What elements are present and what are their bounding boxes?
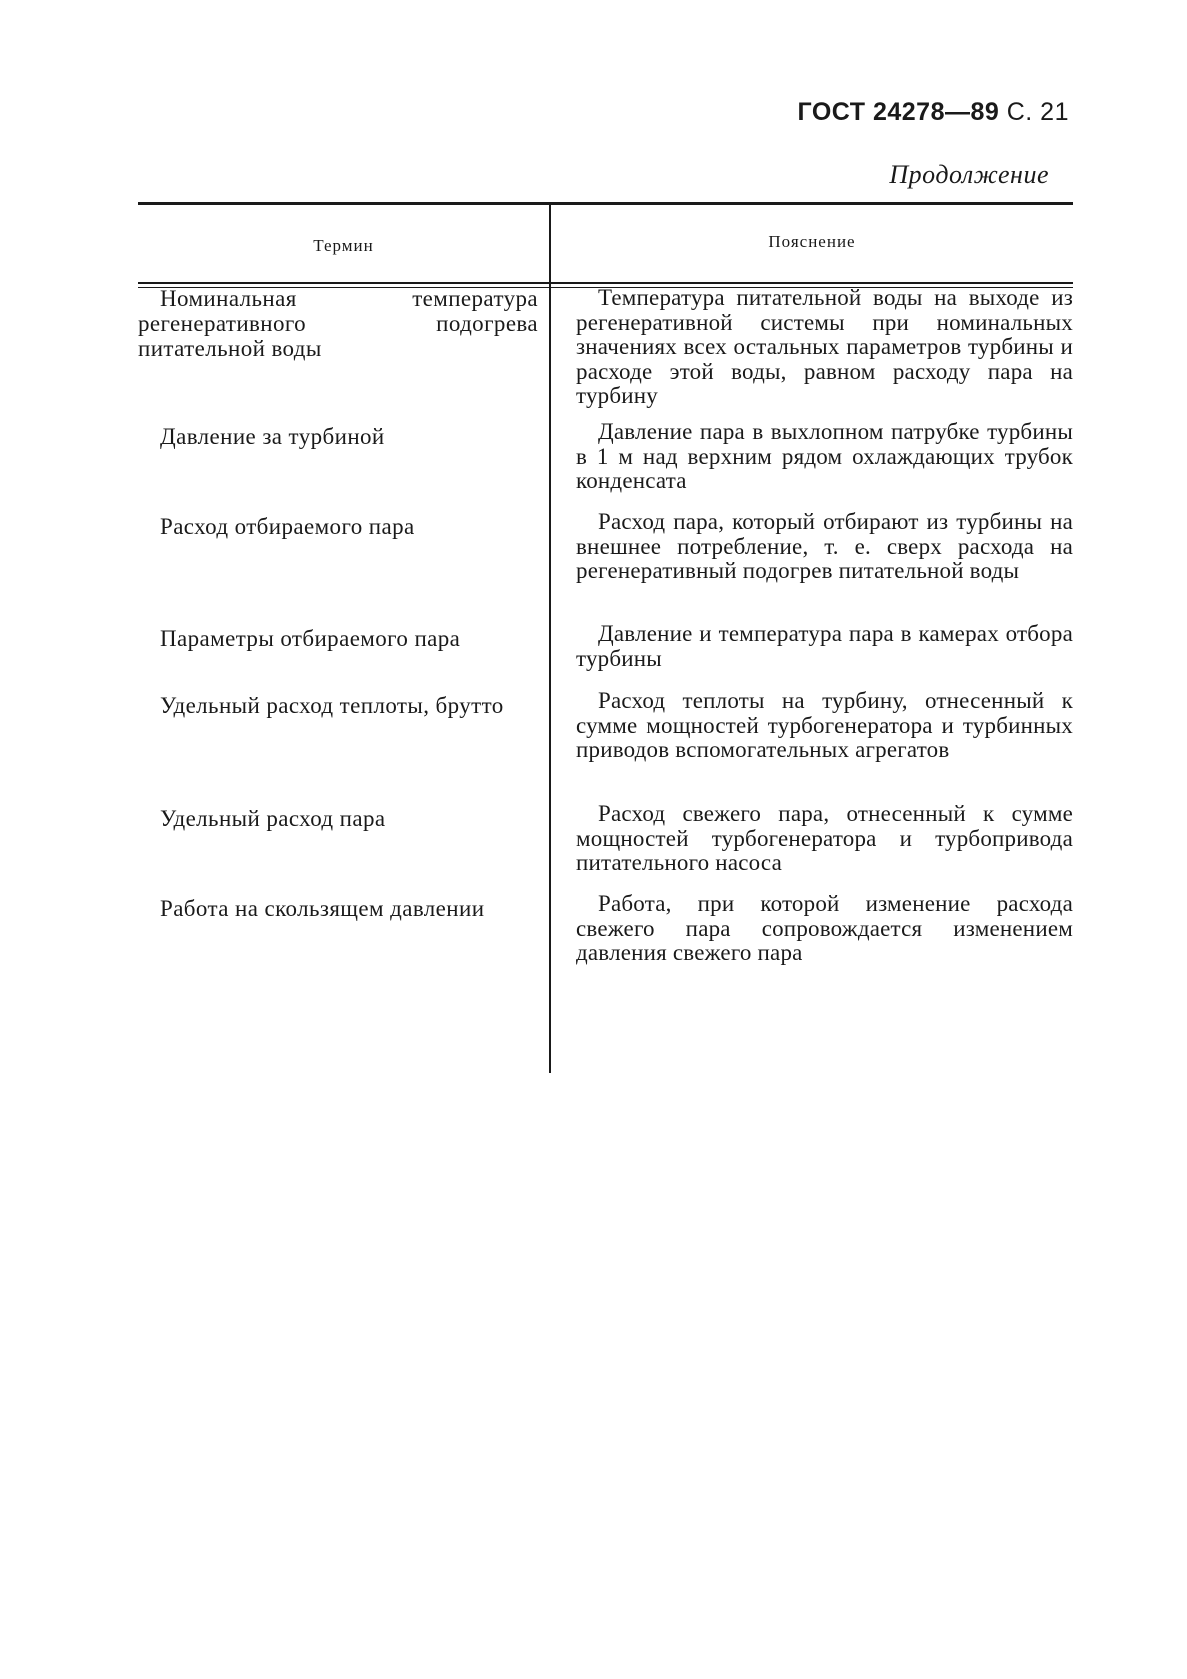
explanation-cell: Расход свежего пара, отнесенный к сумме мощностей турбогенератора и турбопривода питательного насоса <box>576 801 1073 875</box>
page-number: С. 21 <box>1006 98 1069 126</box>
explanation-cell: Работа, при которой изменение расхода свежего пара сопровождается изменением давления свежего пара <box>576 891 1073 965</box>
column-header-term: Термин <box>313 236 374 255</box>
terms-table <box>138 202 1073 1072</box>
term-cell: Расход отбираемого пара <box>160 514 415 539</box>
table-top-rule <box>138 202 1073 205</box>
column-header-explanation: Пояснение <box>768 232 856 251</box>
term-cell: Работа на скользящем давлении <box>160 896 485 921</box>
explanation-cell: Расход теплоты на турбину, отнесенный к сумме мощностей турбогенератора и турбинных приводов вспомогательных агрегатов <box>576 688 1073 762</box>
explanation-cell: Давление пара в выхлопном патрубке турбины в 1 м над верхним рядом охлаждающих трубок конденсата <box>576 419 1073 493</box>
explanation-cell: Расход пара, который отбирают из турбины на внешнее потребление, т. е. сверх расхода на регенеративный подогрев питательной воды <box>576 509 1073 583</box>
continuation-label: Продолжение <box>889 160 1049 189</box>
explanation-cell: Температура питательной воды на выходе из регенеративной системы при номинальных значениях всех остальных параметров турбины и расходе этой воды, равном расходу пара на турбину <box>576 285 1073 408</box>
term-cell: Давление за турбиной <box>160 424 385 449</box>
column-divider <box>549 205 551 1073</box>
explanation-cell: Давление и температура пара в камерах отбора турбины <box>576 621 1073 671</box>
term-cell: Удельный расход теплоты, брутто <box>160 693 504 718</box>
term-cell: Номинальная температура регенеративного подогрева питательной воды <box>138 286 538 361</box>
page-header <box>798 98 1069 127</box>
term-cell: Параметры отбираемого пара <box>160 626 461 651</box>
standard-number: ГОСТ 24278—89 <box>797 98 1000 126</box>
header-rule <box>138 282 1073 284</box>
term-cell: Удельный расход пара <box>160 806 386 831</box>
